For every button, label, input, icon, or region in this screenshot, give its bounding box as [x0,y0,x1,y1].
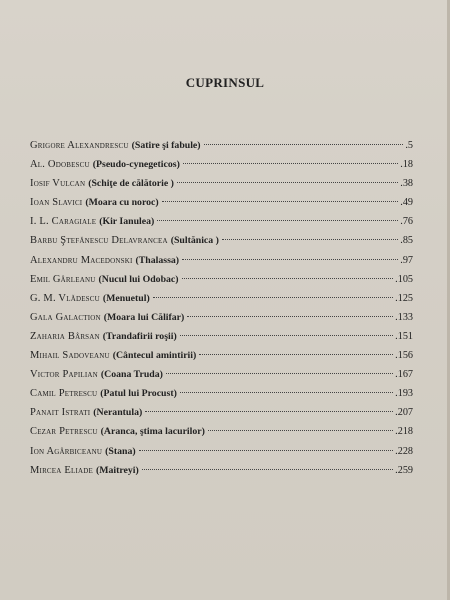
toc-work-title: (Thalassa) [135,254,180,266]
toc-page-number: .49 [400,197,413,209]
toc-author: Camil Petrescu [30,388,98,400]
toc-author: Ioan Slavici [30,197,83,209]
toc-author: Gala Galaction [30,311,101,323]
toc-author: Grigore Alexandrescu [30,140,129,151]
toc-author: Zaharia Bârsan [30,330,100,342]
toc-entry [30,446,413,465]
toc-entry [30,274,413,293]
toc-page-number: .218 [395,426,413,438]
toc-page-number: .18 [400,159,413,171]
toc-page-number: .156 [395,350,413,362]
toc-work-title: (Maitreyi) [95,464,139,476]
toc-page-number: .85 [400,235,413,247]
toc-author: Panait Istrati [30,407,91,419]
toc-work-title: (Nerantula) [93,407,143,419]
toc-work-title: (Stana) [105,445,136,457]
toc-entry [30,312,413,331]
toc-author: Alexandru Macedonski [30,254,133,266]
toc-page-number: .193 [395,388,413,400]
toc-author: Emil Gârleanu [30,273,96,285]
dot-leader [222,239,398,240]
toc-entry [30,331,413,350]
toc-entry [30,426,413,445]
dot-leader [187,316,393,317]
dot-leader [182,259,398,260]
toc-work-title: (Moara cu noroc) [85,197,159,209]
toc-work-title: (Aranca, ştima lacurilor) [100,426,205,438]
toc-page-number: .207 [395,407,413,419]
toc-author: Iosif Vulcan [30,178,86,190]
toc-page-number: .259 [395,464,413,476]
dot-leader [139,450,394,451]
toc-page-number: .105 [395,273,413,285]
dot-leader [204,144,404,145]
dot-leader [208,430,393,431]
toc-entry [30,293,413,312]
toc-author: I. L. Caragiale [30,216,97,228]
toc-work-title: (Coana Truda) [100,369,163,381]
toc-work-title: (Pseudo-cynegeticos) [92,159,180,171]
toc-entry [30,159,413,178]
toc-entry [30,350,413,369]
dot-leader [177,182,398,183]
toc-page-number: .228 [395,445,413,457]
toc-work-title: (Cântecul amintirii) [112,350,197,362]
toc-page-number: .151 [395,330,413,342]
toc-work-title: (Kir Ianulea) [99,216,155,228]
dot-leader [180,392,393,393]
toc-entry [30,407,413,426]
toc-author: Victor Papilian [30,369,98,381]
toc-page-number: .76 [400,216,413,228]
dot-leader [162,201,399,202]
dot-leader [182,278,394,279]
toc-work-title: (Menuetul) [102,292,150,304]
toc-page-number: .125 [395,292,413,304]
toc-page-number: .38 [400,178,413,190]
toc-work-title: (Moara lui Călifar) [103,311,185,323]
dot-leader [157,220,398,221]
dot-leader [166,373,393,374]
toc-entry [30,197,413,216]
toc-page-number: .167 [395,369,413,381]
toc-author: Barbu Ştefănescu Delavrancea [30,235,168,247]
toc-work-title: (Nucul lui Odobac) [98,273,179,285]
toc-entry [30,216,413,235]
toc-entry [30,178,413,197]
page-title: CUPRINSUL [185,75,265,90]
toc-page-number: .5 [405,140,413,151]
toc-work-title: (Patul lui Procust) [100,388,177,400]
toc-work-title: (Trandafirii roşii) [102,330,177,342]
toc-entry [30,235,413,254]
toc-entry [30,255,413,274]
toc-page-number: .97 [400,254,413,266]
toc-work-title: (Sultănica ) [170,235,219,247]
dot-leader [153,297,393,298]
toc-work-title: (Schiţe de călătorie ) [88,178,174,190]
toc-author: Al. Odobescu [30,159,90,171]
toc-author: G. M. Vlădescu [30,292,100,304]
toc-entry [30,388,413,407]
toc-author: Cezar Petrescu [30,426,98,438]
toc-author: Mircea Eliade [30,464,93,476]
toc-page-number: .133 [395,311,413,323]
dot-leader [142,469,393,470]
dot-leader [145,411,393,412]
toc-entry [30,140,413,159]
dot-leader [199,354,393,355]
table-of-contents [30,140,413,484]
toc-work-title: (Satire şi fabule) [131,140,201,151]
toc-entry [30,465,413,484]
toc-entry [30,369,413,388]
toc-author: Ion Agârbiceanu [30,445,103,457]
dot-leader [183,163,398,164]
toc-author: Mihail Sadoveanu [30,350,110,362]
dot-leader [180,335,393,336]
